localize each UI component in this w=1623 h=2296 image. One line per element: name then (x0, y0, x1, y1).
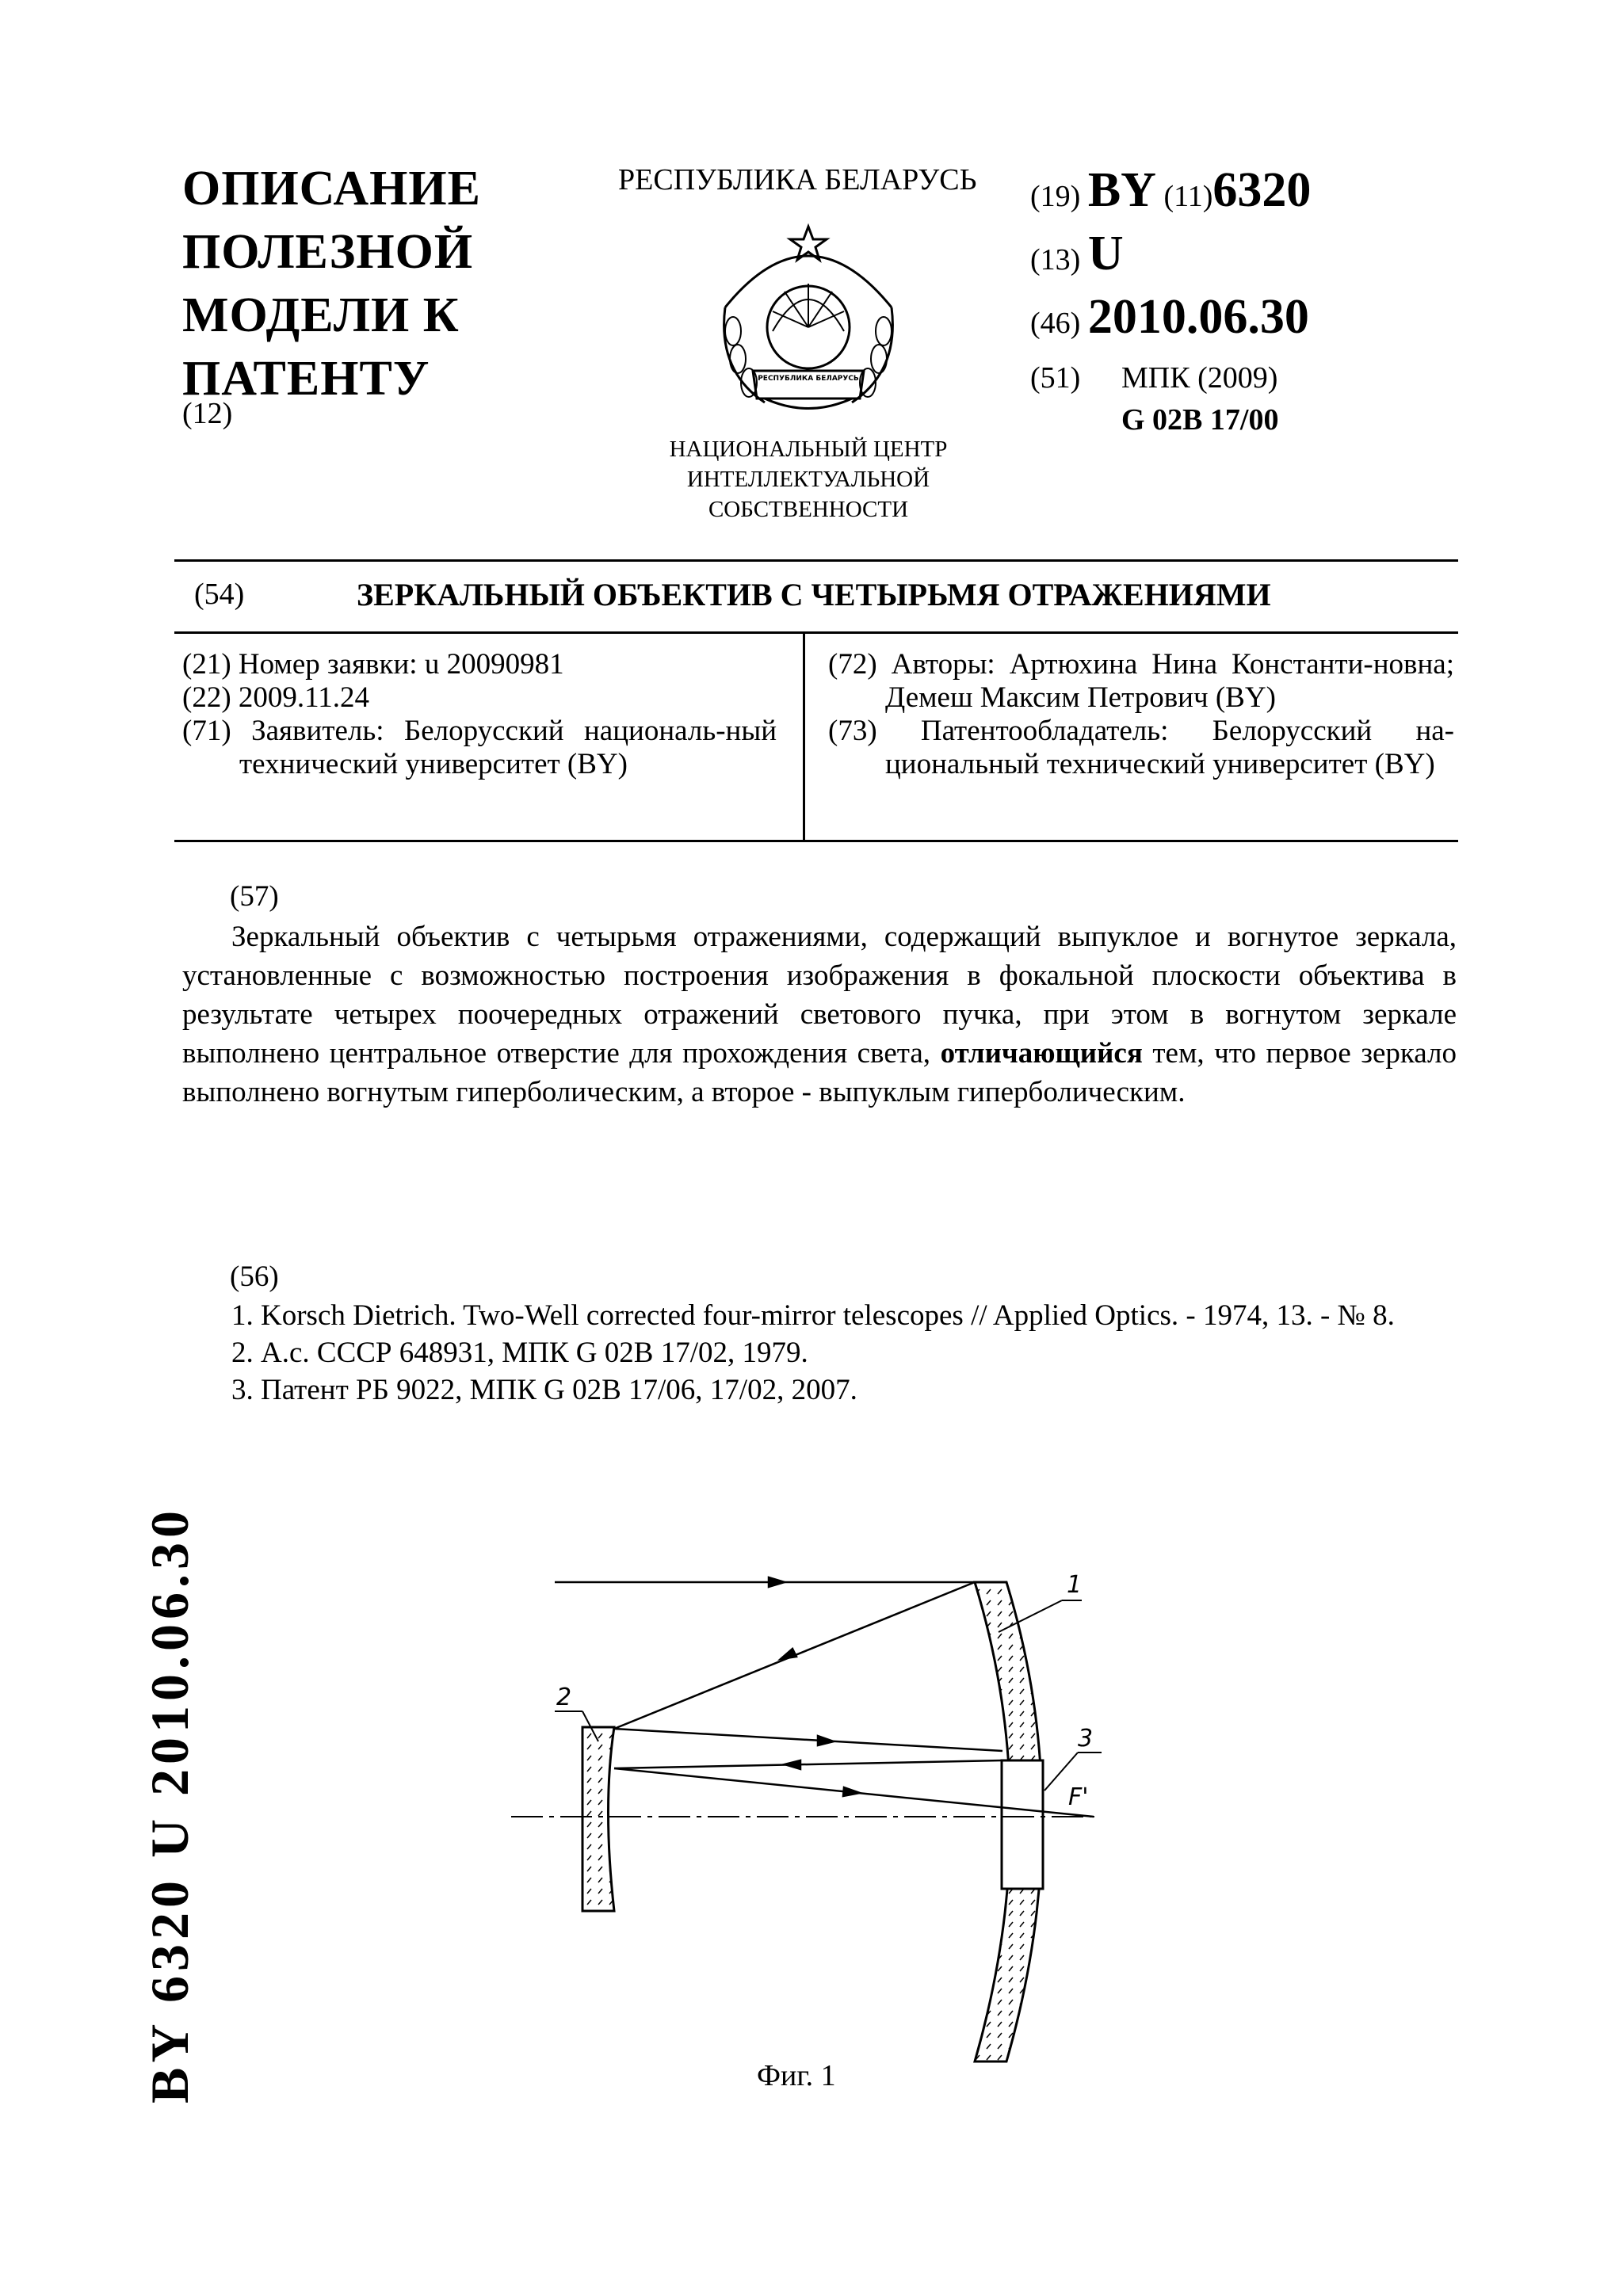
republic-name: РЕСПУБЛИКА БЕЛАРУСЬ (618, 163, 977, 196)
reference-item: 3. Патент РБ 9022, МПК G 02B 17/06, 17/02, 2007. (231, 1374, 857, 1406)
publication-date: 2010.06.30 (1087, 290, 1309, 344)
label-mirror-1: 1 (1067, 1571, 1083, 1599)
claim-text-part: тем, что первое зеркало выполнено вогнутым гиперболическим, а второе - выпуклым гиперболическим. (182, 1037, 1457, 1108)
reference-item: 1. Korsch Dietrich. Two-Well corrected four-mirror telescopes // Applied Optics. - 1974, 13. - № 8. (231, 1299, 1395, 1332)
authors: (72) Авторы: Артюхина Нина Константи-новна; Демеш Максим Петрович (BY) (828, 648, 1454, 714)
code-54: (54) (194, 578, 245, 611)
claim-text (182, 917, 1457, 1112)
title-line: ПОЛЕЗНОЙ (182, 225, 474, 279)
national-center-name (650, 434, 967, 524)
divider (174, 840, 1458, 842)
side-document-id: BY 6320 U 2010.06.30 (139, 1505, 200, 2103)
kind-code: U (1087, 227, 1124, 280)
invention-title (194, 577, 1271, 612)
center-line: НАЦИОНАЛЬНЫЙ ЦЕНТР (669, 437, 948, 462)
title-line: ОПИСАНИЕ (182, 162, 481, 215)
claim-emphasis: отличающийся (940, 1037, 1143, 1070)
biblio-right (828, 648, 1454, 781)
code-51: (51) (1030, 361, 1081, 395)
optical-scheme-figure (507, 1553, 1109, 2068)
central-aperture (1002, 1760, 1043, 1889)
claim-text-part: Зеркальный объектив с четырьмя отражениями, содержащий выпуклое и вогнутое зеркала, установленные с возможностью построения изображения в фокальной плоскости объектива в результате четырех поочередных отражений светового пучка, при этом в вогнутом зеркале выполнено центральное отверстие для прохождения света, (182, 921, 1457, 1070)
biblio-left (182, 648, 777, 781)
title-line: МОДЕЛИ К (182, 288, 460, 342)
references-list (182, 1297, 1457, 1409)
code-11: (11) (1163, 180, 1213, 213)
filing-date: (22) 2009.11.24 (182, 681, 370, 714)
title-line: ПАТЕНТУ (182, 352, 430, 406)
label-focus: F' (1068, 1783, 1089, 1811)
divider (174, 631, 1458, 634)
emblem-ribbon-text: РЕСПУБЛИКА БЕЛАРУСЬ (758, 375, 859, 383)
patent-holder: (73) Патентообладатель: Белорусский на-циональный технический университет (BY) (828, 715, 1454, 780)
code-12: (12) (182, 397, 233, 430)
kind-line (1030, 226, 1124, 282)
ipc-label: МПК (2009) (1121, 361, 1278, 395)
code-13: (13) (1030, 243, 1081, 277)
patent-number: 6320 (1212, 163, 1312, 217)
ipc-class: G 02B 17/00 (1121, 403, 1279, 437)
column-divider (803, 634, 805, 841)
country-code: BY (1087, 163, 1156, 217)
center-line: СОБСТВЕННОСТИ (708, 497, 909, 522)
code-57: (57) (230, 880, 279, 913)
state-emblem-icon (709, 212, 907, 426)
publication-date-line (1030, 289, 1309, 345)
reference-item: 2. А.с. СССР 648931, МПК G 02B 17/02, 1979. (231, 1337, 808, 1369)
figure-caption: Фиг. 1 (757, 2059, 836, 2092)
secondary-mirror (582, 1727, 614, 1911)
label-mirror-2: 2 (556, 1684, 572, 1711)
center-line: ИНТЕЛЛЕКТУАЛЬНОЙ (686, 467, 930, 492)
application-number: (21) Номер заявки: u 20090981 (182, 648, 564, 681)
divider (174, 559, 1458, 562)
document-type-title (182, 157, 481, 410)
label-aperture-3: 3 (1078, 1725, 1094, 1753)
invention-title-text: ЗЕРКАЛЬНЫЙ ОБЪЕКТИВ С ЧЕТЫРЬМЯ ОТРАЖЕНИЯМИ (357, 577, 1271, 612)
code-56: (56) (230, 1261, 279, 1293)
applicant: (71) Заявитель: Белорусский националь-ный технический университет (BY) (182, 715, 777, 780)
code-19: (19) (1030, 180, 1081, 213)
code-46: (46) (1030, 307, 1081, 340)
patent-number-line (1030, 162, 1311, 219)
